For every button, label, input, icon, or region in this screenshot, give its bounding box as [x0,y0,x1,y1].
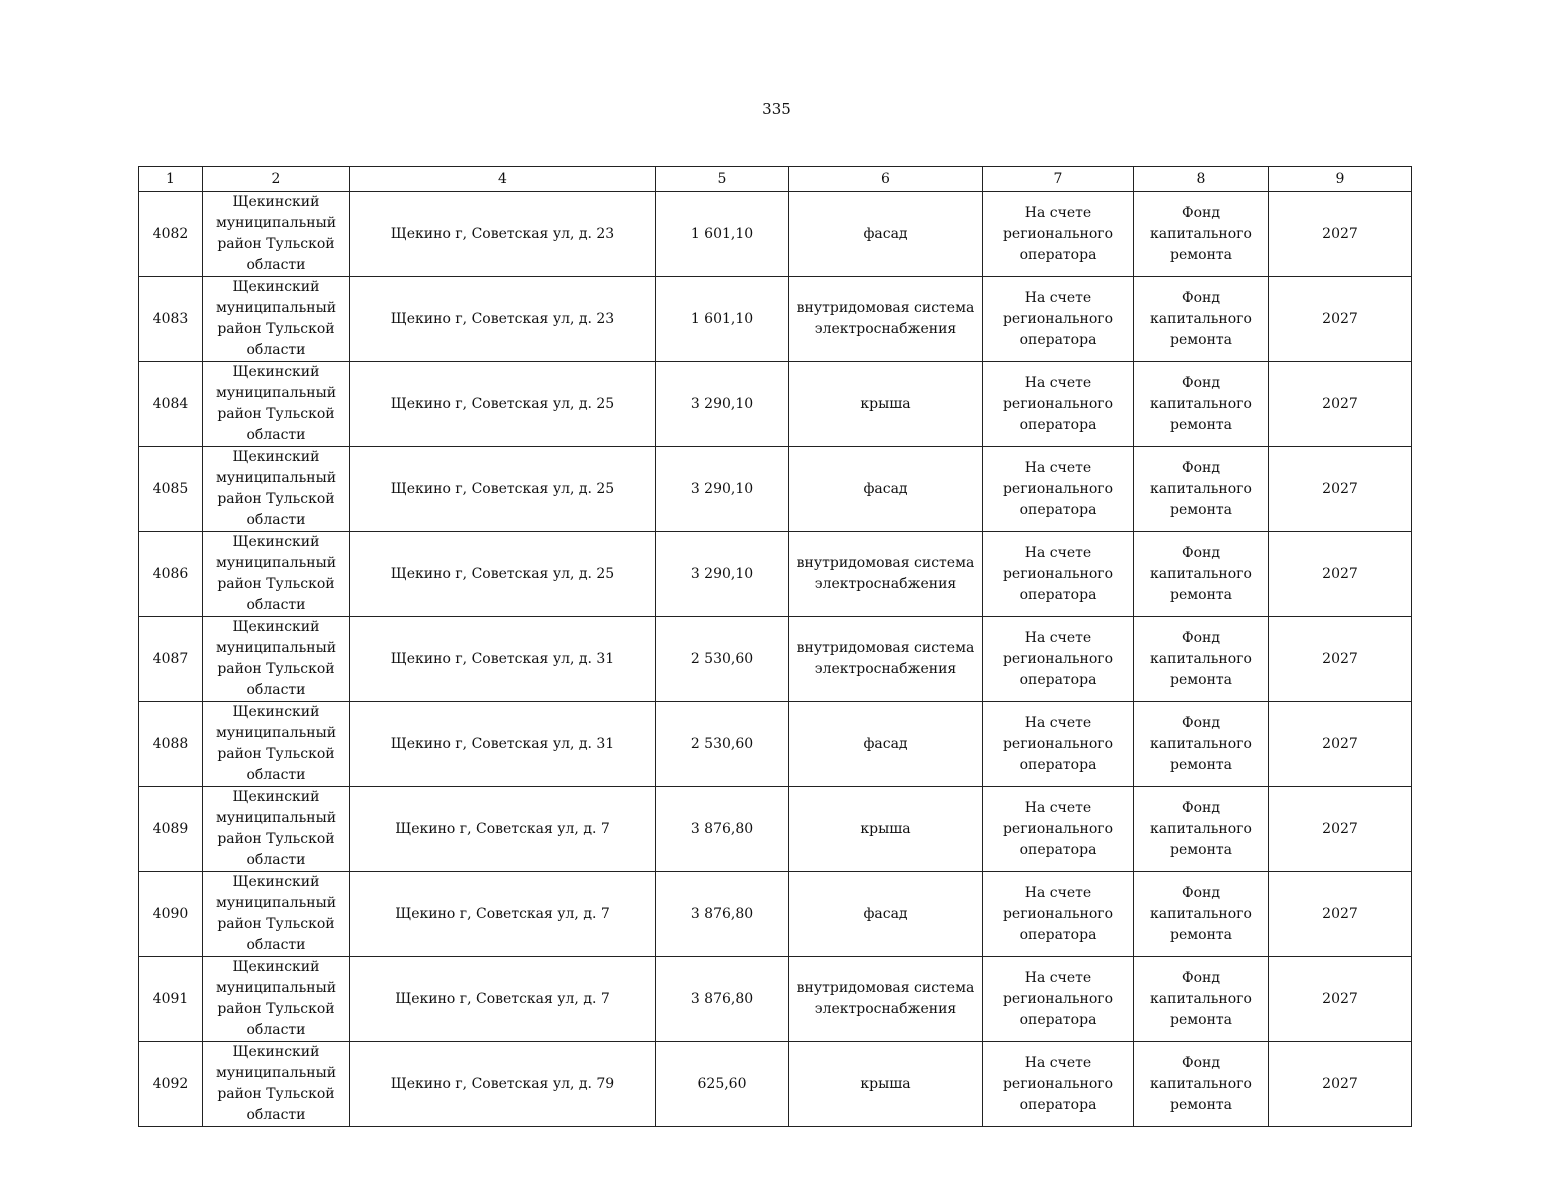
fund-source-cell: Фонд капитального ремонта [1134,872,1269,957]
column-header: 1 [139,167,203,192]
column-header: 7 [983,167,1134,192]
row-number-cell: 4085 [139,447,203,532]
fund-source-cell: Фонд капитального ремонта [1134,617,1269,702]
area-cell: 1 601,10 [656,277,789,362]
table-row [139,447,1412,532]
fund-source-cell: Фонд капитального ремонта [1134,447,1269,532]
work-type-cell: фасад [789,447,983,532]
row-number-cell: 4090 [139,872,203,957]
fund-location-cell: На счете регионального оператора [983,532,1134,617]
address-cell: Щекино г, Советская ул, д. 31 [350,617,656,702]
municipality-cell: Щекинский муниципальный район Тульской области [203,447,350,532]
column-header: 6 [789,167,983,192]
year-cell: 2027 [1269,1042,1412,1127]
fund-location-cell: На счете регионального оператора [983,277,1134,362]
year-cell: 2027 [1269,277,1412,362]
table-row [139,617,1412,702]
year-cell: 2027 [1269,617,1412,702]
column-header: 9 [1269,167,1412,192]
municipality-cell: Щекинский муниципальный район Тульской области [203,872,350,957]
address-cell: Щекино г, Советская ул, д. 25 [350,447,656,532]
capital-repair-table [138,166,1412,1127]
address-cell: Щекино г, Советская ул, д. 79 [350,1042,656,1127]
address-cell: Щекино г, Советская ул, д. 7 [350,787,656,872]
fund-location-cell: На счете регионального оператора [983,192,1134,277]
year-cell: 2027 [1269,872,1412,957]
work-type-cell: внутридомовая система электроснабжения [789,957,983,1042]
row-number-cell: 4083 [139,277,203,362]
year-cell: 2027 [1269,702,1412,787]
year-cell: 2027 [1269,957,1412,1042]
table-row [139,872,1412,957]
page-number: 335 [762,100,791,118]
address-cell: Щекино г, Советская ул, д. 23 [350,277,656,362]
fund-source-cell: Фонд капитального ремонта [1134,192,1269,277]
work-type-cell: фасад [789,192,983,277]
row-number-cell: 4091 [139,957,203,1042]
row-number-cell: 4088 [139,702,203,787]
year-cell: 2027 [1269,362,1412,447]
fund-source-cell: Фонд капитального ремонта [1134,702,1269,787]
area-cell: 625,60 [656,1042,789,1127]
table-row [139,1042,1412,1127]
year-cell: 2027 [1269,787,1412,872]
address-cell: Щекино г, Советская ул, д. 7 [350,957,656,1042]
address-cell: Щекино г, Советская ул, д. 23 [350,192,656,277]
work-type-cell: фасад [789,872,983,957]
fund-source-cell: Фонд капитального ремонта [1134,787,1269,872]
fund-location-cell: На счете регионального оператора [983,447,1134,532]
row-number-cell: 4084 [139,362,203,447]
table-row [139,532,1412,617]
address-cell: Щекино г, Советская ул, д. 25 [350,362,656,447]
area-cell: 1 601,10 [656,192,789,277]
table-row [139,957,1412,1042]
table-row [139,192,1412,277]
year-cell: 2027 [1269,447,1412,532]
municipality-cell: Щекинский муниципальный район Тульской области [203,192,350,277]
column-header: 5 [656,167,789,192]
fund-source-cell: Фонд капитального ремонта [1134,957,1269,1042]
fund-location-cell: На счете регионального оператора [983,1042,1134,1127]
fund-location-cell: На счете регионального оператора [983,787,1134,872]
area-cell: 3 876,80 [656,872,789,957]
row-number-cell: 4092 [139,1042,203,1127]
row-number-cell: 4082 [139,192,203,277]
address-cell: Щекино г, Советская ул, д. 7 [350,872,656,957]
column-header: 8 [1134,167,1269,192]
work-type-cell: внутридомовая система электроснабжения [789,277,983,362]
fund-location-cell: На счете регионального оператора [983,957,1134,1042]
area-cell: 2 530,60 [656,702,789,787]
header-row [139,167,1412,192]
work-type-cell: внутридомовая система электроснабжения [789,617,983,702]
fund-location-cell: На счете регионального оператора [983,617,1134,702]
area-cell: 3 876,80 [656,957,789,1042]
work-type-cell: фасад [789,702,983,787]
municipality-cell: Щекинский муниципальный район Тульской области [203,362,350,447]
row-number-cell: 4087 [139,617,203,702]
area-cell: 3 290,10 [656,362,789,447]
municipality-cell: Щекинский муниципальный район Тульской области [203,702,350,787]
area-cell: 2 530,60 [656,617,789,702]
address-cell: Щекино г, Советская ул, д. 31 [350,702,656,787]
fund-location-cell: На счете регионального оператора [983,702,1134,787]
fund-location-cell: На счете регионального оператора [983,872,1134,957]
work-type-cell: крыша [789,1042,983,1127]
work-type-cell: внутридомовая система электроснабжения [789,532,983,617]
area-cell: 3 290,10 [656,447,789,532]
municipality-cell: Щекинский муниципальный район Тульской области [203,277,350,362]
fund-location-cell: На счете регионального оператора [983,362,1134,447]
year-cell: 2027 [1269,532,1412,617]
table-row [139,787,1412,872]
area-cell: 3 290,10 [656,532,789,617]
municipality-cell: Щекинский муниципальный район Тульской области [203,787,350,872]
table-row [139,702,1412,787]
municipality-cell: Щекинский муниципальный район Тульской области [203,1042,350,1127]
fund-source-cell: Фонд капитального ремонта [1134,277,1269,362]
row-number-cell: 4086 [139,532,203,617]
fund-source-cell: Фонд капитального ремонта [1134,532,1269,617]
fund-source-cell: Фонд капитального ремонта [1134,362,1269,447]
column-header: 2 [203,167,350,192]
work-type-cell: крыша [789,787,983,872]
column-header: 4 [350,167,656,192]
row-number-cell: 4089 [139,787,203,872]
address-cell: Щекино г, Советская ул, д. 25 [350,532,656,617]
municipality-cell: Щекинский муниципальный район Тульской области [203,532,350,617]
municipality-cell: Щекинский муниципальный район Тульской области [203,957,350,1042]
year-cell: 2027 [1269,192,1412,277]
table-row [139,362,1412,447]
work-type-cell: крыша [789,362,983,447]
municipality-cell: Щекинский муниципальный район Тульской области [203,617,350,702]
area-cell: 3 876,80 [656,787,789,872]
fund-source-cell: Фонд капитального ремонта [1134,1042,1269,1127]
table-row [139,277,1412,362]
